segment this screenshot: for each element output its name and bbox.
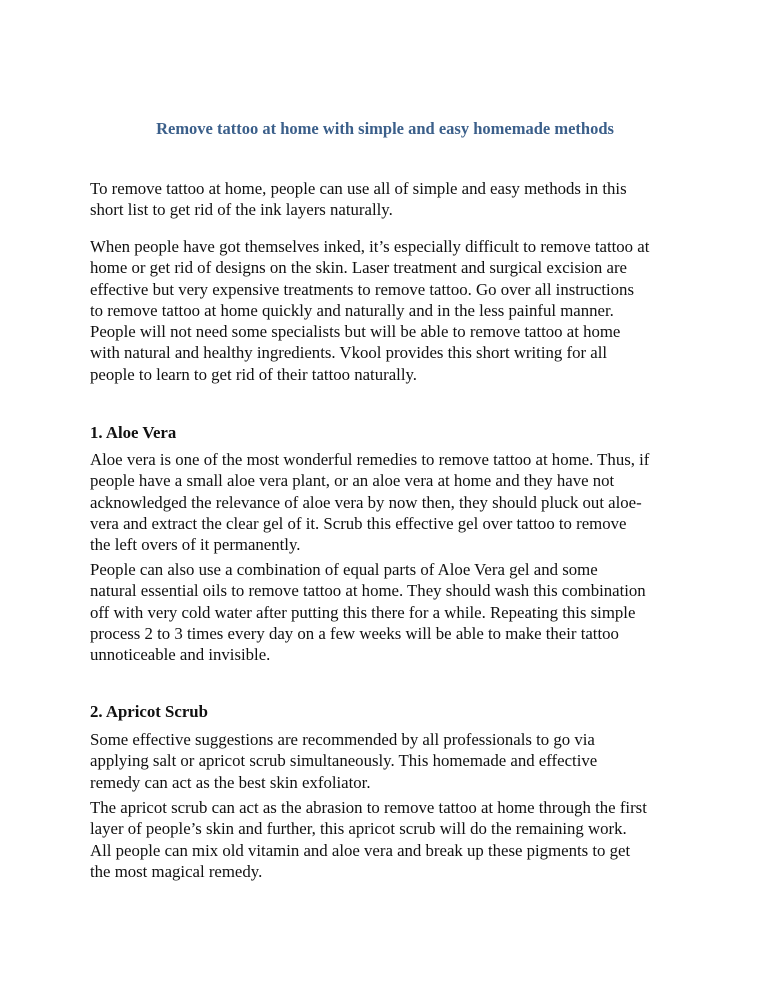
text-line: short list to get rid of the ink layers naturally. <box>90 200 393 220</box>
text-line: People will not need some specialists but will be able to remove tattoo at home <box>90 322 621 342</box>
text-line: the most magical remedy. <box>90 861 263 881</box>
section-heading-apricot-scrub: 2. Apricot Scrub <box>90 702 208 721</box>
text-line: off with very cold water after putting this there for a while. Repeating this simple <box>90 602 636 622</box>
apricot-scrub-paragraph-2 <box>90 797 690 882</box>
text-line: layer of people’s skin and further, this apricot scrub will do the remaining work. <box>90 819 627 839</box>
text-line: the left overs of it permanently. <box>90 535 301 555</box>
text-line: People can also use a combination of equal parts of Aloe Vera gel and some <box>90 560 598 579</box>
text-line: vera and extract the clear gel of it. Scrub this effective gel over tattoo to remove <box>90 513 627 533</box>
document-title: Remove tattoo at home with simple and easy homemade methods <box>156 119 614 138</box>
text-line: When people have got themselves inked, it’s especially difficult to remove tattoo at <box>90 237 650 256</box>
text-line: people have a small aloe vera plant, or an aloe vera at home and they have not <box>90 471 615 491</box>
text-line: applying salt or apricot scrub simultaneously. This homemade and effective <box>90 751 598 771</box>
text-line: home or get rid of designs on the skin. Laser treatment and surgical excision are <box>90 258 627 278</box>
text-line: acknowledged the relevance of aloe vera by now then, they should pluck out aloe- <box>90 492 642 512</box>
section-heading-aloe-vera: 1. Aloe Vera <box>90 423 177 442</box>
aloe-vera-paragraph-1 <box>90 449 690 555</box>
text-line: people to learn to get rid of their tattoo naturally. <box>90 364 417 384</box>
text-line: The apricot scrub can act as the abrasion to remove tattoo at home through the first <box>90 798 647 817</box>
paragraph-1 <box>90 236 690 385</box>
text-line: To remove tattoo at home, people can use all of simple and easy methods in this <box>90 179 627 198</box>
text-line: with natural and healthy ingredients. Vkool provides this short writing for all <box>90 343 608 363</box>
apricot-scrub-paragraph-1 <box>90 729 690 793</box>
intro-paragraph <box>90 178 690 221</box>
text-line: process 2 to 3 times every day on a few weeks will be able to make their tattoo <box>90 623 619 643</box>
text-line: natural essential oils to remove tattoo at home. They should wash this combination <box>90 581 646 601</box>
text-line: Aloe vera is one of the most wonderful remedies to remove tattoo at home. Thus, if <box>90 450 650 469</box>
text-line: to remove tattoo at home quickly and naturally and in the less painful manner. <box>90 300 614 320</box>
text-line: effective but very expensive treatments to remove tattoo. Go over all instructions <box>90 279 634 299</box>
aloe-vera-paragraph-2 <box>90 559 690 665</box>
text-line: Some effective suggestions are recommended by all professionals to go via <box>90 730 595 749</box>
text-line: remedy can act as the best skin exfoliator. <box>90 772 371 792</box>
text-line: All people can mix old vitamin and aloe vera and break up these pigments to get <box>90 840 631 860</box>
text-line: unnoticeable and invisible. <box>90 645 271 665</box>
